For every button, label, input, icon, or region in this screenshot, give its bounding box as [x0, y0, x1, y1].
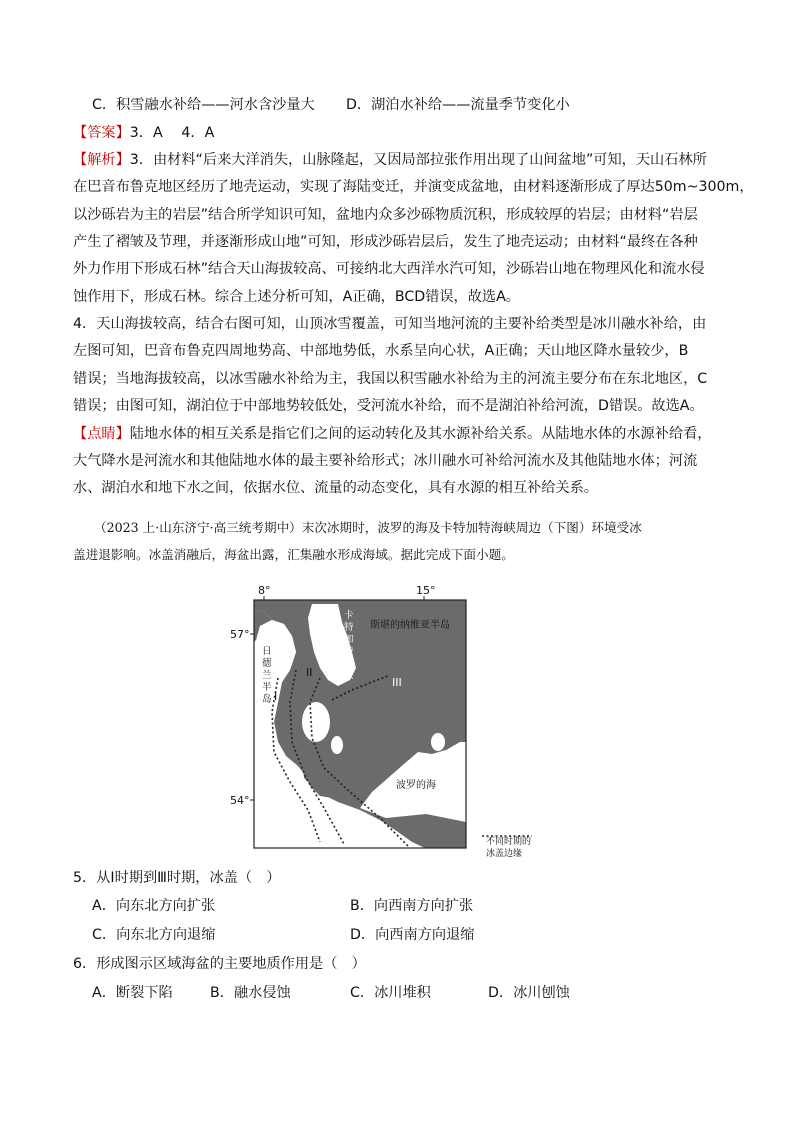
analysis-line-8: 左图可知，巴音布鲁克四周地势高、中部地势低，水系呈向心状，A正确；天山地区降水量较少，B — [73, 343, 689, 359]
q5-option-d[interactable]: D．向西南方向退缩 — [350, 927, 475, 943]
analysis-line-2: 在巴音布鲁克地区经历了地壳运动，实现了海陆变迁，并演变成盆地，由材料逐渐形成了厚达50m~300m， — [73, 179, 754, 195]
highlight-line-1 — [73, 424, 711, 444]
jutland-label — [262, 646, 272, 705]
svg-text:岛: 岛 — [262, 694, 272, 705]
q5-option-c[interactable]: C．向东北方向退缩 — [92, 927, 216, 943]
answer-text: 3．A 4．A — [129, 125, 215, 141]
scandinavia-label: 斯堪的纳维亚半岛 — [370, 620, 450, 631]
period-2-label: II — [306, 666, 313, 679]
q5-stem: 5．从Ⅰ时期到Ⅲ时期，冰盖（ ） — [73, 870, 281, 886]
option-d-prev: D．湖泊水补给——流量季节变化小 — [346, 97, 570, 113]
answer-tag: 【答案】 — [73, 125, 130, 141]
q6-stem: 6．形成图示区域海盆的主要地质作用是（ ） — [73, 956, 366, 972]
q6-option-c[interactable]: C．冰川堆积 — [350, 985, 431, 1001]
analysis-line-5: 外力作用下形成石林”结合天山海拔较高、可接纳北大西洋水汽可知，沙砾岩山地在物理风化和流水侵 — [73, 261, 705, 277]
svg-text:日: 日 — [262, 646, 272, 657]
option-c-prev: C．积雪融水补给——河水含沙量大 — [92, 97, 315, 113]
svg-text:特: 特 — [344, 622, 354, 633]
analysis-line-1 — [73, 150, 707, 170]
highlight-tag: 【点睛】 — [73, 426, 130, 442]
svg-text:德: 德 — [262, 658, 272, 669]
analysis-line-10: 错误；由图可知，湖泊位于中部地势较低处，受河流水补给，而不是湖泊补给河流，D错误。故选A。 — [73, 398, 704, 414]
lat-57-label: 57° — [230, 628, 250, 641]
q6-option-b[interactable]: B．融水侵蚀 — [210, 985, 291, 1001]
analysis-line-9: 错误；当地海拔较高，以冰雪融水补给为主，我国以积雪融水补给为主的河流主要分布在东北地区，C — [73, 371, 708, 387]
answer-line — [73, 123, 214, 143]
highlight-line-2: 大气降水是河流水和其他陆地水体的最主要补给形式；冰川融水可补给河流水及其他陆地水体；河流 — [73, 453, 698, 469]
svg-text:加: 加 — [344, 634, 354, 645]
lat-54-label: 54° — [230, 794, 250, 807]
svg-text:海: 海 — [344, 658, 354, 669]
map-island-small — [331, 736, 343, 754]
svg-text:兰: 兰 — [262, 670, 272, 681]
lon-15-label: 15° — [416, 584, 436, 597]
intro-line-2: 盖进退影响。冰盖消融后，海盆出露，汇集融水形成海域。据此完成下面小题。 — [73, 547, 514, 562]
svg-text:半: 半 — [262, 682, 272, 693]
svg-text:峡: 峡 — [344, 670, 354, 681]
lon-8-label: 8° — [258, 584, 271, 597]
intro-line-1: （2023 上·山东济宁·高三统考期中）末次冰期时，波罗的海及卡特加特海峡周边（下图）环境受冰 — [94, 520, 642, 535]
analysis-tag: 【解析】 — [73, 152, 130, 168]
analysis-line-6: 蚀作用下，形成石林。综合上述分析可知，A正确，BCD错误，故选A。 — [73, 289, 520, 305]
highlight-line-3: 水、湖泊水和地下水之间，依据水位、流量的动态变化，具有水源的相互补给关系。 — [73, 480, 598, 496]
q6-option-a[interactable]: A．断裂下陷 — [92, 985, 173, 1001]
svg-text:卡: 卡 — [344, 610, 354, 621]
map-island-bornholm — [431, 733, 445, 751]
glacier-map — [220, 582, 580, 862]
q5-option-a[interactable]: A．向东北方向扩张 — [92, 898, 216, 914]
analysis-line-4: 产生了褶皱及节理，并逐渐形成山地”可知，形成沙砾岩层后，发生了地壳运动；由材料“最终在各种 — [73, 234, 698, 250]
period-3-label: III — [392, 676, 402, 689]
legend-line-1: 不同时期的 — [486, 837, 532, 847]
highlight-text-1: 陆地水体的相互关系是指它们之间的运动转化及其水源补给关系。从陆地水体的水源补给看， — [129, 426, 712, 442]
legend-line-2: 冰盖边缘 — [486, 849, 523, 859]
map-island-zealand — [302, 702, 330, 742]
q5-option-b[interactable]: B．向西南方向扩张 — [350, 898, 474, 914]
svg-text:特: 特 — [344, 646, 354, 657]
analysis-line-7: 4．天山海拔较高，结合右图可知，山顶冰雪覆盖，可知当地河流的主要补给类型是冰川融水补给，由 — [73, 316, 707, 332]
analysis-text-1: 3．由材料“后来大洋消失，山脉隆起，又因局部拉张作用出现了山间盆地”可知，天山石林所 — [129, 152, 707, 168]
period-1-label: I — [274, 690, 278, 703]
q6-option-d[interactable]: D．冰川刨蚀 — [488, 985, 570, 1001]
baltic-label: 波罗的海 — [396, 780, 436, 791]
analysis-line-3: 以沙砾岩为主的岩层”结合所学知识可知，盆地内众多沙砾物质沉积，形成较厚的岩层；由材料“岩层 — [73, 207, 698, 223]
